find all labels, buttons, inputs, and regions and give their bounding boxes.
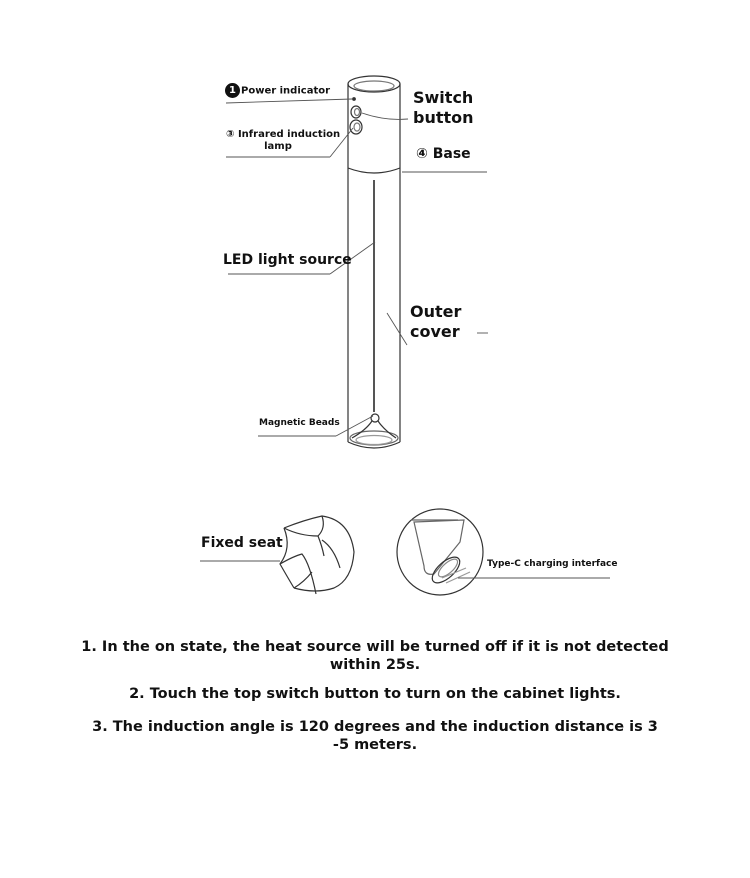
magnetic-beads-label: Magnetic Beads [259,418,340,428]
note-1-line2: within 25s. [329,657,421,673]
note-1-line1: 1. In the on state, the heat source will be turned off if it is not detected [81,639,669,655]
base-label: ④ Base [416,146,471,162]
note-3-line2: -5 meters. [332,737,418,753]
switch-button-line1: Switch [413,88,474,107]
type-c-label: Type-C charging interface [487,559,618,569]
switch-button-line2: button [413,108,474,127]
led-light-source-label: LED light source [223,252,352,268]
magnetic-bead-shape [352,414,396,438]
infrared-lamp-line2: lamp [264,141,292,152]
power-indicator-label [225,83,330,98]
power-indicator-text: Power indicator [241,85,331,97]
fixed-seat-shape [200,516,354,594]
infrared-lamp-label [226,129,341,153]
type-c-view-shape [397,509,610,595]
note-2 [0,685,750,703]
note-3-line1: 3. The induction angle is 120 degrees and the induction distance is 3 [92,719,658,735]
switch-button-shape [351,106,361,118]
power-indicator-dot [353,98,356,101]
number-one-icon: 1 [225,83,240,98]
note-1 [0,638,750,674]
note-2-line1: 2. Touch the top switch button to turn on the cabinet lights. [129,686,621,702]
outer-cover-label [410,302,461,342]
fixed-seat-label: Fixed seat [201,535,283,551]
switch-button-label [413,88,474,128]
infrared-lamp-shape [350,120,362,134]
infrared-lamp-line1: ③ Infrared induction [226,129,341,140]
note-3 [0,718,750,754]
outer-cover-line2: cover [410,322,460,341]
outer-cover-line1: Outer [410,302,462,321]
